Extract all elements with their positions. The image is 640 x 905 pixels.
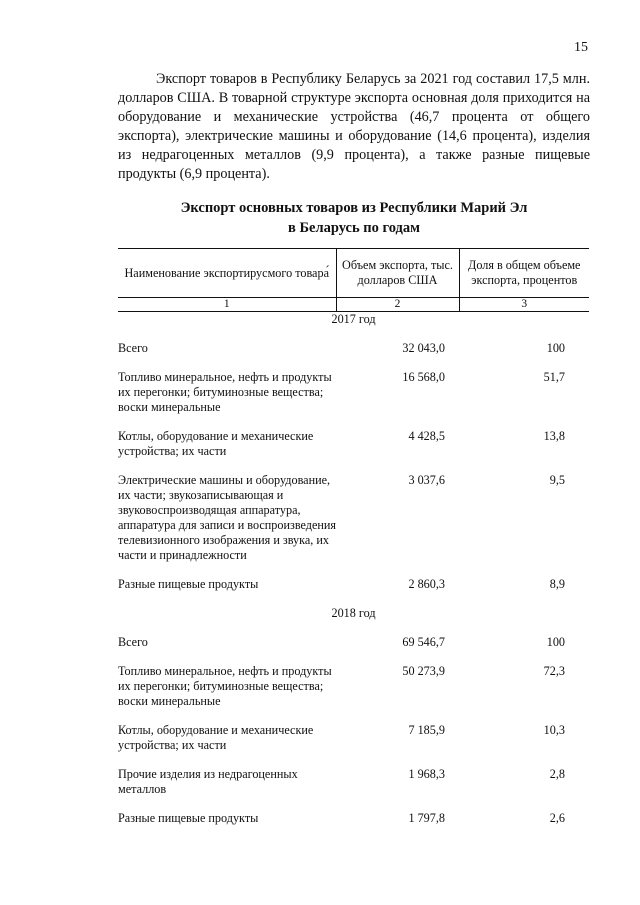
column-number: 2 (336, 298, 459, 312)
table-row (118, 341, 589, 370)
export-share-cell: 13,8 (543, 429, 565, 443)
product-name-cell: Котлы, оборудование и механические устройства; их части (118, 429, 314, 458)
export-value-cell: 1 968,3 (408, 767, 445, 781)
export-share-cell: 2,8 (549, 767, 565, 781)
export-value-cell: 7 185,9 (408, 723, 445, 737)
export-share-cell: 51,7 (543, 370, 565, 384)
export-value-cell: 2 860,3 (408, 577, 445, 591)
export-share-cell: 72,3 (543, 664, 565, 678)
export-value-cell: 3 037,6 (408, 473, 445, 487)
year-row (118, 606, 589, 635)
product-name-cell: Разные пищевые продукты (118, 811, 259, 825)
export-value-cell: 4 428,5 (408, 429, 445, 443)
product-name-cell: Прочие изделия из недрагоценных металлов (118, 767, 298, 796)
export-value-cell: 69 546,7 (402, 635, 445, 649)
product-name-cell: Электрические машины и оборудование, их части; звукозаписывающая и звуковоспроизводящая аппаратура, аппаратура для записи и воспроизведения телевизионного изображения и звука, их части и принадлежности (118, 473, 337, 562)
product-name-cell: Топливо минеральное, нефть и продукты их перегонки; битуминозные вещества; воски минеральные (118, 664, 332, 708)
header-export-volume: Объем экспорта, тыс. долларов США (336, 249, 459, 298)
export-share-cell: 100 (546, 635, 565, 649)
table-row (118, 767, 589, 811)
column-number-row (118, 298, 589, 312)
table-row (118, 429, 589, 473)
year-label: 2018 год (331, 606, 376, 620)
intro-paragraph: Экспорт товаров в Республику Беларусь за 2021 год составил 17,5 млн. долларов США. В товарной структуре экспорта основная доля приходится на оборудование и механические устройства (46,7 процента от общего экспорта), электрические машины и оборудование (14,6 процента), изделия из недрагоценных металлов (9,9 процента), а также разные пищевые продукты (6,9 процента). (118, 71, 590, 182)
table-title-line-2: в Беларусь по годам (287, 220, 420, 236)
table-row (118, 635, 589, 664)
table-row (118, 723, 589, 767)
export-share-cell: 8,9 (549, 577, 565, 591)
table-body (118, 312, 589, 841)
product-name-cell: Топливо минеральное, нефть и продукты их перегонки; битуминозные вещества; воски минеральные (118, 370, 332, 414)
export-table (118, 248, 589, 840)
column-number: 1 (118, 298, 336, 312)
export-share-cell: 2,6 (549, 811, 565, 825)
export-value-cell: 50 273,9 (402, 664, 445, 678)
table-row (118, 370, 589, 429)
export-share-cell: 100 (546, 341, 565, 355)
year-row (118, 312, 589, 342)
table-title-line-1: Экспорт основных товаров из Республики Марий Эл (180, 200, 528, 216)
export-value-cell: 1 797,8 (408, 811, 445, 825)
table-row (118, 811, 589, 840)
table-row (118, 473, 589, 577)
page-number: 15 (574, 40, 588, 55)
export-share-cell: 10,3 (543, 723, 565, 737)
table-row (118, 664, 589, 723)
header-product-name: Наименование экспортирусмого товара́ (118, 249, 336, 298)
table-header-row (118, 249, 589, 298)
product-name-cell: Всего (118, 341, 148, 355)
table-row (118, 577, 589, 606)
export-value-cell: 16 568,0 (402, 370, 445, 384)
header-export-share: Доля в общем объеме экспорта, процентов (459, 249, 589, 298)
export-share-cell: 9,5 (549, 473, 565, 487)
table-title (118, 198, 590, 238)
product-name-cell: Разные пищевые продукты (118, 577, 259, 591)
product-name-cell: Котлы, оборудование и механические устройства; их части (118, 723, 314, 752)
column-number: 3 (459, 298, 589, 312)
year-label: 2017 год (331, 312, 376, 326)
export-value-cell: 32 043,0 (402, 341, 445, 355)
product-name-cell: Всего (118, 635, 148, 649)
